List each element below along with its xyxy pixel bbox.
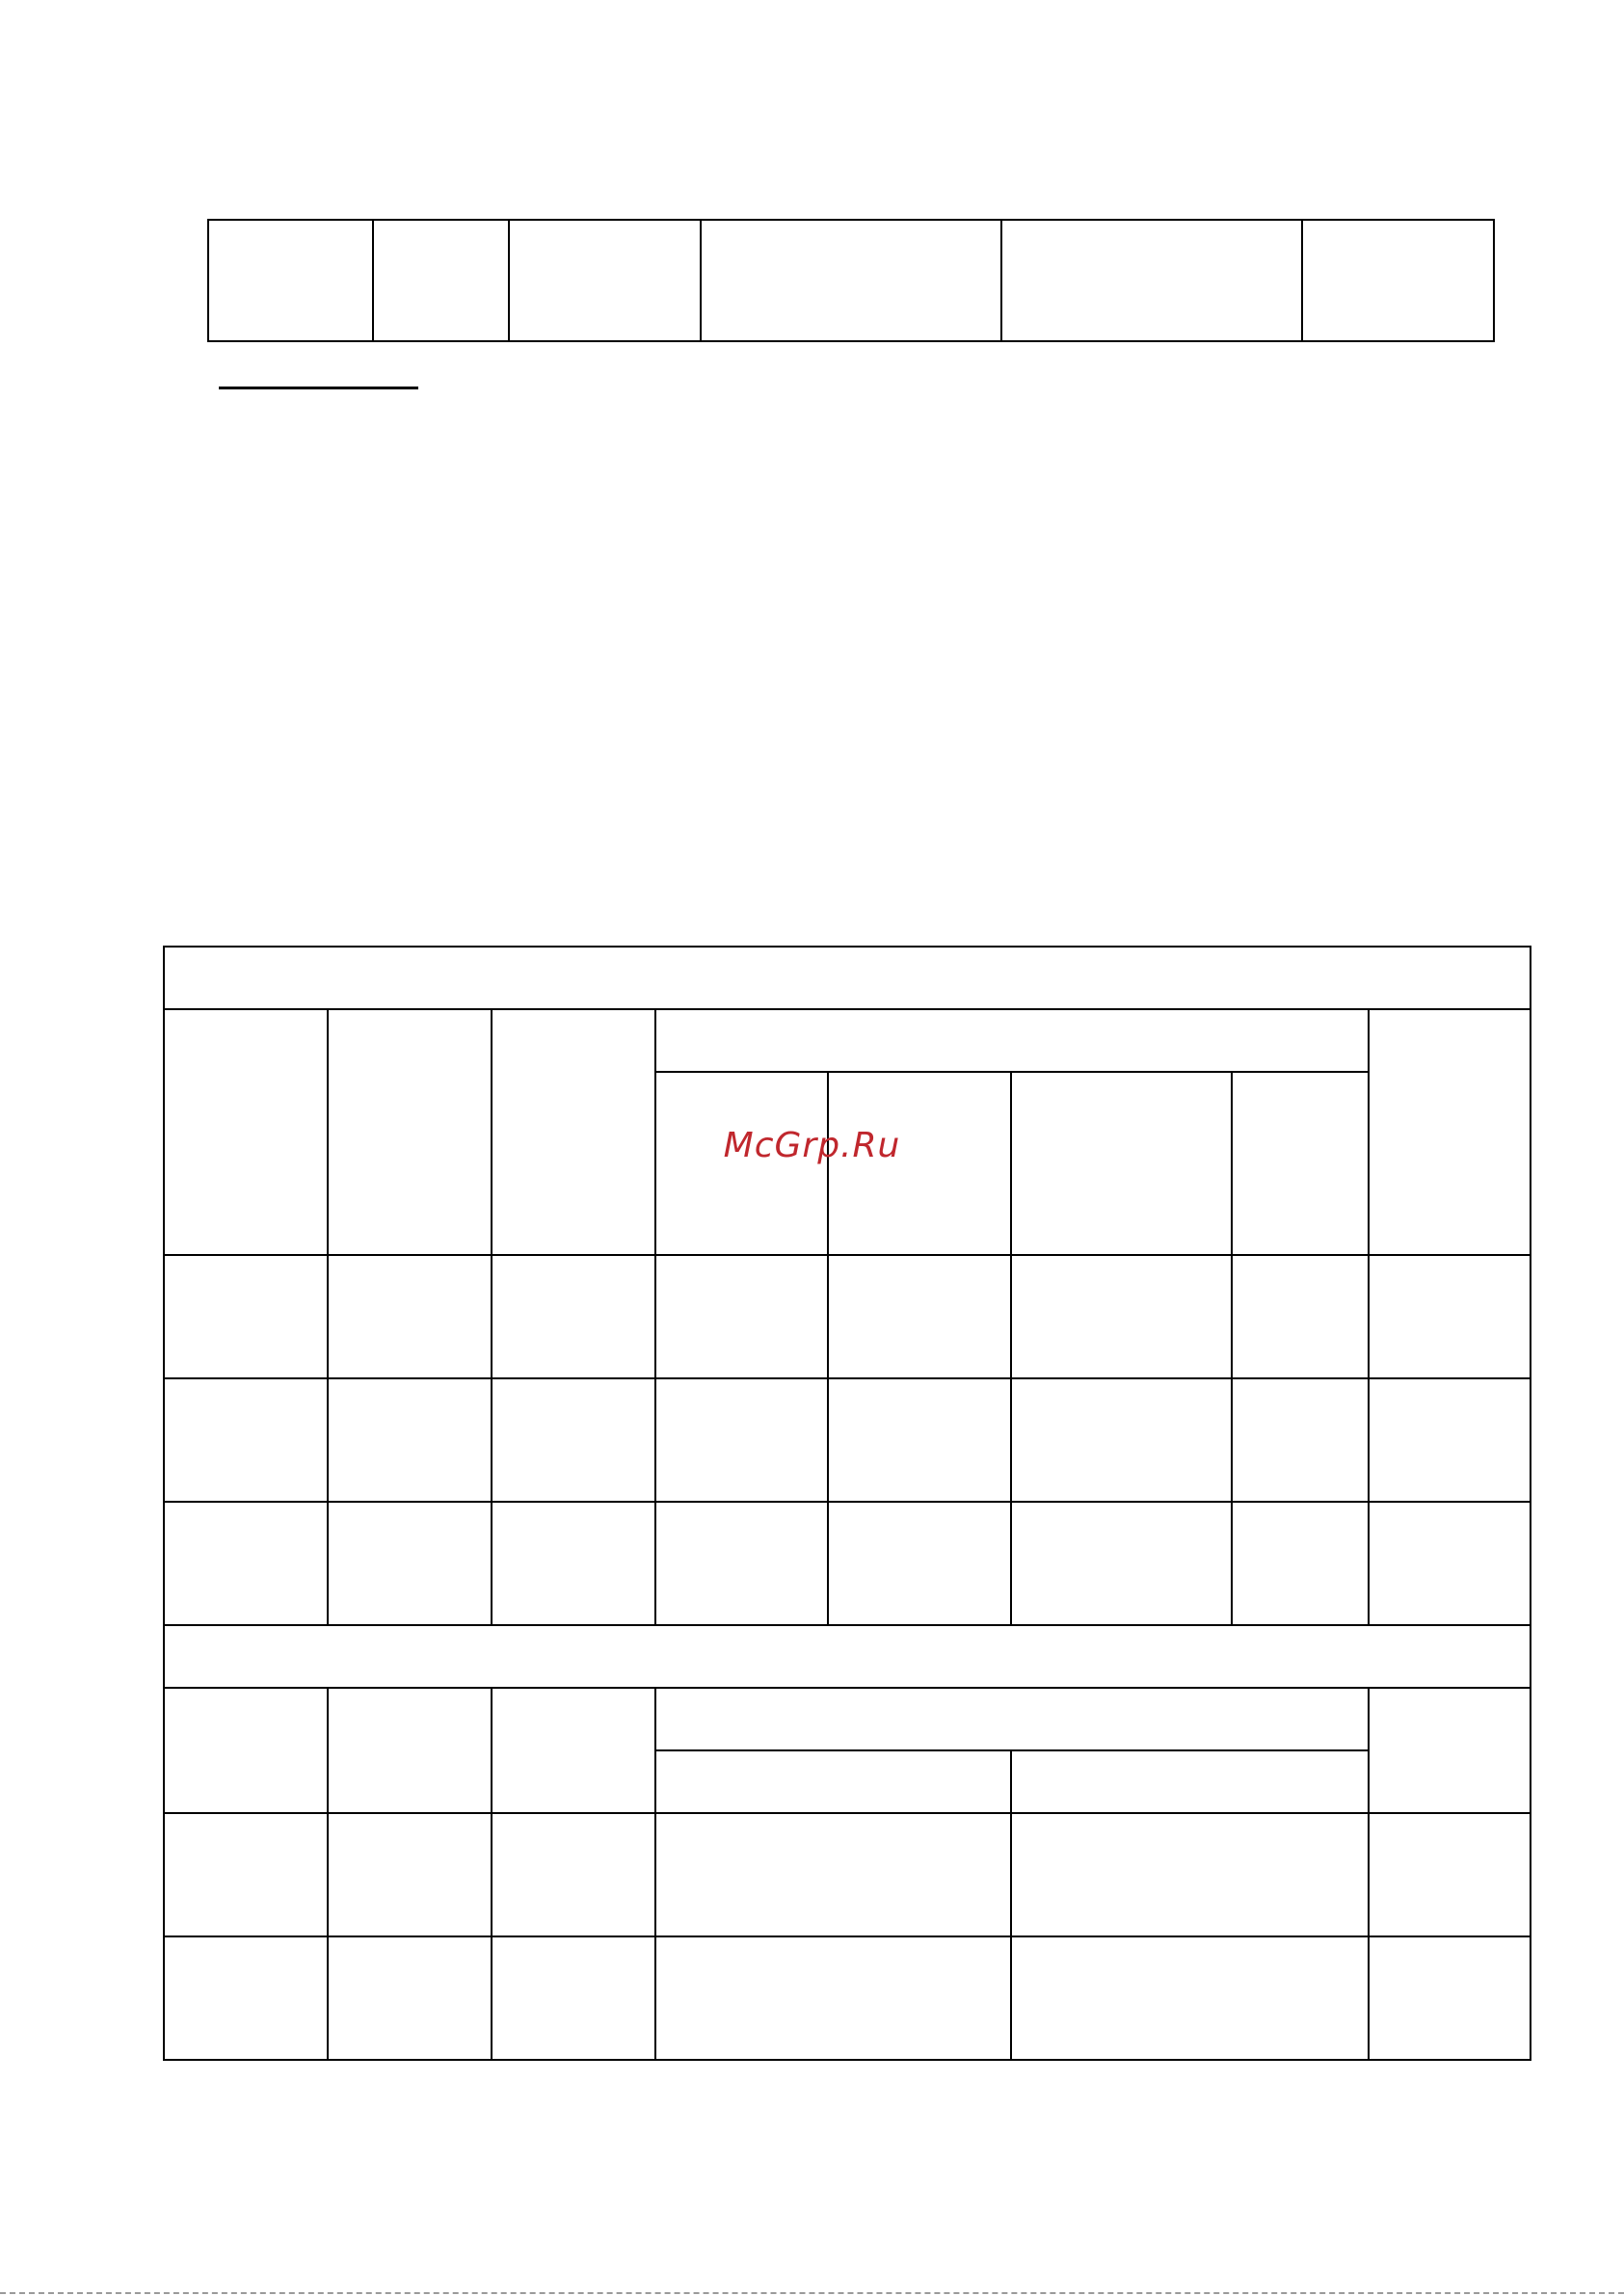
table-cell (208, 220, 373, 341)
table-cell (1232, 1255, 1369, 1378)
table-cell (1232, 1378, 1369, 1502)
table-cell (655, 1378, 828, 1502)
table-cell (1369, 1813, 1531, 1936)
table-cell (492, 1378, 655, 1502)
table-cell (492, 1502, 655, 1625)
table-cell (492, 1255, 655, 1378)
table-row (164, 1688, 1531, 1750)
table-cell (1011, 1936, 1369, 2060)
table-cell (1011, 1255, 1232, 1378)
table-cell (1369, 1502, 1531, 1625)
section-2-title-cell (164, 1625, 1531, 1688)
table-cell (164, 1502, 328, 1625)
table-cell (828, 1502, 1011, 1625)
table-row (164, 1502, 1531, 1625)
table-cell (164, 1378, 328, 1502)
header-cell (164, 1688, 328, 1813)
table-cell (1369, 1255, 1531, 1378)
table-cell (492, 1936, 655, 2060)
table-cell (655, 1502, 828, 1625)
table-cell (164, 1813, 328, 1936)
table-cell (1011, 1502, 1232, 1625)
table-cell (1232, 1502, 1369, 1625)
main-table (163, 946, 1531, 2061)
table-cell (1011, 1813, 1369, 1936)
header-cell (492, 1688, 655, 1813)
group-header-cell (655, 1009, 1369, 1072)
table-row (164, 1009, 1531, 1072)
table-cell (655, 1813, 1011, 1936)
table-row (164, 1813, 1531, 1936)
table-cell (1011, 1378, 1232, 1502)
table-cell (1369, 1378, 1531, 1502)
table-cell (701, 220, 1001, 341)
table-cell (328, 1936, 492, 2060)
table-cell (655, 1255, 828, 1378)
table-cell (492, 1813, 655, 1936)
footer-rule (0, 2292, 1624, 2294)
table-cell (509, 220, 701, 341)
table-row (164, 947, 1531, 1009)
table-cell (164, 1255, 328, 1378)
table-cell (328, 1378, 492, 1502)
table-row (164, 1625, 1531, 1688)
table-cell (328, 1502, 492, 1625)
header-cell (328, 1688, 492, 1813)
table-cell (328, 1813, 492, 1936)
table-cell (373, 220, 509, 341)
table-cell (655, 1936, 1011, 2060)
table-cell (1369, 1936, 1531, 2060)
sub-header-cell (655, 1750, 1011, 1813)
table-row (208, 220, 1494, 341)
top-table (207, 219, 1495, 342)
sub-header-cell (1011, 1750, 1369, 1813)
underline-rule (219, 387, 418, 389)
table-cell (1302, 220, 1494, 341)
section-1-title-cell (164, 947, 1531, 1009)
table-cell (828, 1378, 1011, 1502)
table-cell (1001, 220, 1302, 341)
table-cell (828, 1255, 1011, 1378)
table-row (164, 1936, 1531, 2060)
table-cell (164, 1936, 328, 2060)
table-row (164, 1255, 1531, 1378)
watermark-text: McGrp.Ru (723, 1126, 901, 1165)
group-header-cell (655, 1688, 1369, 1750)
header-cell (1369, 1688, 1531, 1813)
table-cell (328, 1255, 492, 1378)
table-row (164, 1378, 1531, 1502)
